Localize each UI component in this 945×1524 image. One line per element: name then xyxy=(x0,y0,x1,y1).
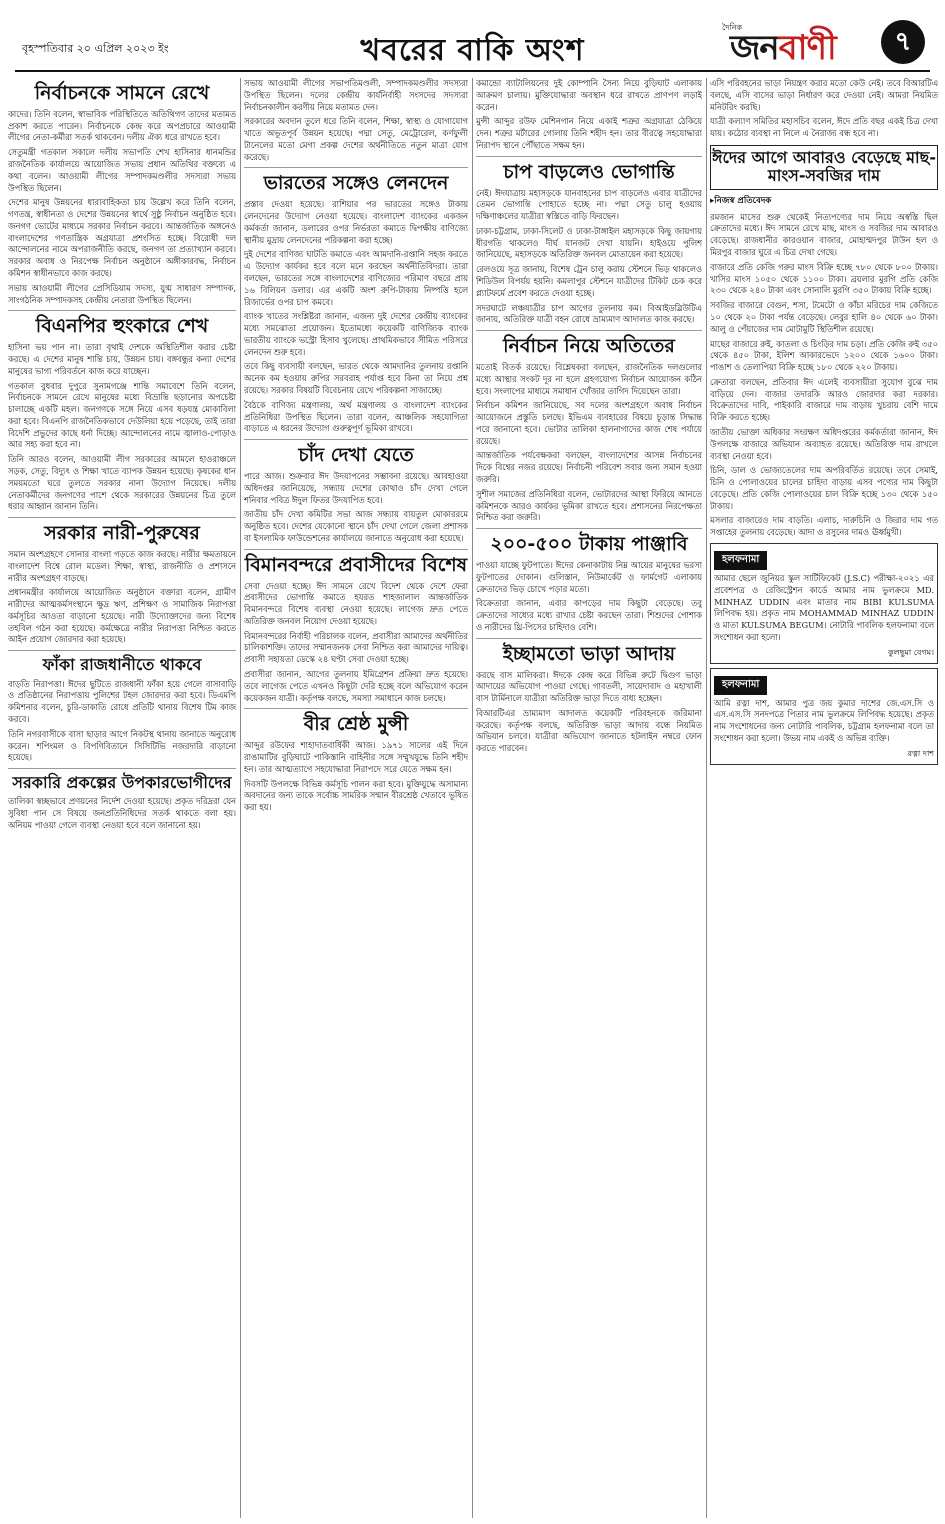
paragraph: আন্তর্জাতিক পর্যবেক্ষকরা বলছেন, বাংলাদেশের আসন্ন নির্বাচনের দিকে বিশ্বের নজর রয়েছে। নির্বাচনী পরিবেশ সবার জন্য সমান হওয়া জরুরি। xyxy=(476,450,702,484)
article-body xyxy=(476,78,702,152)
paragraph: বিমানবন্দরের নির্বাহী পরিচালক বলেন, প্রবাসীরা আমাদের অর্থনীতির চালিকাশক্তি। তাদের সম্মানজনক সেবা নিশ্চিত করা আমাদের দায়িত্ব। প্রবাসী সহায়তা ডেস্কে ২৪ ঘণ্টা সেবা দেওয়া হচ্ছে। xyxy=(244,630,468,665)
logo-part-1: জন xyxy=(730,28,779,68)
article-separator xyxy=(8,650,236,651)
article-body xyxy=(244,471,468,545)
byline: ▸ নিজস্ব প্রতিবেদক xyxy=(710,194,938,208)
article-body xyxy=(476,362,702,524)
headline: নির্বাচনকে সামনে রেখে xyxy=(34,82,210,104)
affidavit-notice xyxy=(710,543,938,664)
headline: ফাঁকা রাজধানীতে থাকবে xyxy=(42,655,202,675)
article-separator xyxy=(476,330,702,331)
article-separator xyxy=(8,310,236,311)
paragraph: মসলার বাজারেও দাম বাড়তি। এলাচ, দারুচিনি ও জিরার দাম গত সপ্তাহের তুলনায় বেড়েছে। আদা ও রসুনের দামও ঊর্ধ্বমুখী। xyxy=(710,515,938,538)
page-header xyxy=(0,0,945,72)
article-separator xyxy=(476,638,702,639)
paragraph: সুশীল সমাজের প্রতিনিধিরা বলেন, ভোটারদের আস্থা ফিরিয়ে আনতে কমিশনকে আরও কার্যকর ভূমিকা রাখতে হবে। প্রশাসনের নিরপেক্ষতা নিশ্চিত করা জরুরি। xyxy=(476,488,702,523)
paragraph: সবজির বাজারে বেগুন, শসা, টমেটো ও কাঁচা মরিচের দাম কেজিতে ১০ থেকে ২০ টাকা পর্যন্ত বেড়েছে। লেবুর হালি ৪০ থেকে ৬০ টাকা। আলু ও পেঁয়াজের দাম মোটামুটি স্থিতিশীল রয়েছে। xyxy=(710,300,938,334)
logo-daily-label: দৈনিক xyxy=(722,23,743,32)
column-4 xyxy=(710,78,938,1518)
notice-title: হলফনামা xyxy=(714,551,767,570)
notice-signoff: রত্না দাশ xyxy=(907,748,934,758)
article-body xyxy=(8,109,236,307)
notice-body: আমার ছেলে জুনিয়র স্কুল সার্টিফিকেট (J.S.C) পরীক্ষা-২০২১ এর প্রবেশপত্র ও রেজিস্ট্রেশন কার্ডে আমার নাম ভুলক্রমে MD. MINHAZ UDDIN এবং মাতার নাম BIBI KULSUMA লিপিবদ্ধ হয়। প্রকৃত নাম MOHAMMAD MINHAZ UDDIN ও মাতা KULSUMA BEGUM। নোটারি পাবলিক হলফনামা বলে সংশোধন করা হলো। xyxy=(714,573,934,642)
article-separator xyxy=(244,708,468,709)
column-2 xyxy=(244,78,468,1518)
article-body xyxy=(244,78,468,163)
paragraph: গতকাল বুধবার দুপুরে সুনামগঞ্জে শান্তি সমাবেশে তিনি বলেন, নির্বাচনকে সামনে রেখে মানুষের মধ্যে বিভ্রান্তি ছড়ানোর অপচেষ্টা চালাচ্ছে একটি মহল। জনগণকে সঙ্গে নিয়ে এসব ষড়যন্ত্র মোকাবিলা করা হবে। বিএনপি রাজনৈতিকভাবে দেউলিয়া হয়ে পড়েছে, তাই তারা বিদেশি প্রভুদের কাছে ধর্না দিচ্ছে। আন্দোলনের নামে জ্বালাও-পোড়াও আর সহ্য করা হবে না। xyxy=(8,380,236,450)
headline: সরকার নারী-পুরুষের xyxy=(44,522,200,545)
paragraph: বাড়তি নিরাপত্তা। ঈদের ছুটিতে রাজধানী ফাঁকা হয়ে গেলে বাসাবাড়ি ও প্রতিষ্ঠানের নিরাপত্তায় পুলিশের টহল জোরদার করা হবে। ডিএমপি কমিশনার বলেন, চুরি-ডাকাতি রোধে প্রতিটি থানায় বিশেষ টিম কাজ করবে। xyxy=(8,678,236,724)
article-body xyxy=(476,188,702,327)
headline: ভারতের সঙ্গেও লেনদেন xyxy=(263,172,449,195)
headline: বিএনপির হুংকারে শেখ xyxy=(35,315,209,338)
paragraph: চিনি, ডাল ও ভোজ্যতেলের দাম অপরিবর্তিত রয়েছে। তবে সেমাই, চিনি ও পোলাওয়ের চালের চাহিদা বাড়ায় এসব পণ্যের দাম কিছুটা বেড়েছে। প্রতি কেজি পোলাওয়ের চাল বিক্রি হচ্ছে ১৩০ থেকে ১৫০ টাকায়। xyxy=(710,465,938,511)
article-separator xyxy=(244,167,468,168)
paragraph: দিবসটি উপলক্ষে বিভিন্ন কর্মসূচি পালন করা হবে। মুক্তিযুদ্ধে অসামান্য অবদানের জন্য তাকে সর্বোচ্চ সামরিক সম্মান বীরশ্রেষ্ঠ খেতাবে ভূষিত করা হয়। xyxy=(244,778,468,813)
column-3 xyxy=(476,78,702,1518)
article-separator xyxy=(476,156,702,157)
notice-body: আমি রত্না দাশ, আমার পুত্র জয় কুমার দাশের জে.এস.সি ও এস.এস.সি সনদপত্রে পিতার নাম ভুলক্রমে লিপিবদ্ধ হয়েছে। প্রকৃত নাম সংশোধনের জন্য নোটারি পাবলিক, চট্টগ্রাম হলফনামা বলে তা সংশোধন করা হলো। উভয় নাম একই ও অভিন্ন ব্যক্তি। xyxy=(714,697,934,744)
page-number-badge: ৭ xyxy=(881,20,925,64)
affidavit-notice xyxy=(710,668,938,765)
article-body xyxy=(8,549,236,646)
headline: সরকারি প্রকল্পের উপকারভোগীদের xyxy=(12,773,232,793)
paragraph: বৈঠকে বাণিজ্য মন্ত্রণালয়, অর্থ মন্ত্রণালয় ও বাংলাদেশ ব্যাংকের প্রতিনিধিরা উপস্থিত ছিলেন। তারা বলেন, আঞ্চলিক সহযোগিতা বাড়াতে এ ধরনের উদ্যোগ গুরুত্বপূর্ণ ভূমিকা রাখবে। xyxy=(244,399,468,434)
paragraph: জাতীয় চাঁদ দেখা কমিটির সভা আজ সন্ধ্যায় বায়তুল মোকাররমে অনুষ্ঠিত হবে। দেশের যেকোনো স্থানে চাঁদ দেখা গেলে জেলা প্রশাসক বা ইসলামিক ফাউন্ডেশনের কার্যালয়ে জানাতে অনুরোধ করা হয়েছে। xyxy=(244,509,468,543)
article-separator xyxy=(8,768,236,769)
column-1 xyxy=(8,78,236,1518)
paragraph: কাদের। তিনি বলেন, স্বাভাবিক পরিস্থিতিতে অতিথিগণ তাদের মতামত প্রকাশ করতে পারেন। নির্বাচনকে কেন্দ্র করে অপপ্রচারে আওয়ামী লীগের নেতা-কর্মীরা সতর্ক থাকবেন। দলীয় ঐক্য ধরে রাখতে হবে। xyxy=(8,108,236,143)
paragraph: যাত্রী কল্যাণ সমিতির মহাসচিব বলেন, ঈদে প্রতি বছর একই চিত্র দেখা যায়। কঠোর ব্যবস্থা না নিলে এ নৈরাজ্য বন্ধ হবে না। xyxy=(710,116,938,139)
paragraph: সমান অংশগ্রহণে সোনার বাংলা গড়তে কাজ করছে। নারীর ক্ষমতায়নে বাংলাদেশ বিশ্বে রোল মডেল। শিক্ষা, স্বাস্থ্য, রাজনীতি ও প্রশাসনে নারীর অংশগ্রহণ বাড়ছে। xyxy=(8,548,236,583)
paragraph: প্রস্তাব দেওয়া হয়েছে। রাশিয়ার পর ভারতের সঙ্গেও টাকায় লেনদেনের উদ্যোগ নেওয়া হয়েছে। বাংলাদেশ ব্যাংকের একজন কর্মকর্তা জানান, ডলারের ওপর নির্ভরতা কমাতে দ্বিপক্ষীয় বাণিজ্যে স্থানীয় মুদ্রায় লেনদেনের পরিকল্পনা করা হচ্ছে। xyxy=(244,199,468,245)
headline: নির্বাচন নিয়ে অতিতের xyxy=(503,335,675,358)
paragraph: বাজারে প্রতি কেজি গরুর মাংস বিক্রি হচ্ছে ৭৮০ থেকে ৮০০ টাকায়। খাসির মাংস ১০৫০ থেকে ১১০০ টাকা। ব্রয়লার মুরগি প্রতি কেজি ২৩০ থেকে ২৪০ টাকা এবং সোনালি মুরগি ৩৫০ টাকায় বিক্রি হচ্ছে। xyxy=(710,261,938,296)
paragraph: ব্যাংক খাতের সংশ্লিষ্টরা জানান, এজন্য দুই দেশের কেন্দ্রীয় ব্যাংকের মধ্যে সমঝোতা প্রয়োজন। ইতোমধ্যে কয়েকটি বাণিজ্যিক ব্যাংক ভারতীয় ব্যাংকে ভস্ট্রো হিসাব খুলেছে। প্রাথমিকভাবে সীমিত পরিসরে লেনদেন শুরু হবে। xyxy=(244,311,468,357)
article-body xyxy=(8,679,236,764)
paragraph: সদরঘাটে লঞ্চযাত্রীর চাপ আগের তুলনায় কম। বিআইডব্লিউটিএ জানায়, অতিরিক্ত যাত্রী বহন রোধে ভ্রাম্যমাণ আদালত কাজ করছে। xyxy=(476,302,702,325)
article-body xyxy=(710,212,938,539)
article-separator xyxy=(244,549,468,550)
article-body xyxy=(710,78,938,140)
logo-part-2: বাণী xyxy=(778,28,836,68)
paragraph: তবে কিছু ব্যবসায়ী বলছেন, ভারত থেকে আমদানির তুলনায় রপ্তানি অনেক কম হওয়ায় রুপির সরবরাহ পর্যাপ্ত হবে কিনা তা নিয়ে প্রশ্ন রয়েছে। সরকার বিষয়টি বিবেচনায় রেখে পরিকল্পনা সাজাচ্ছে। xyxy=(244,361,468,396)
article-body xyxy=(8,796,236,831)
column-divider xyxy=(240,78,241,1518)
paragraph: নেই। ঈদযাত্রায় মহাসড়কে যানবাহনের চাপ বাড়লেও এবার যাত্রীদের তেমন ভোগান্তি পোহাতে হচ্ছে না। পদ্মা সেতু চালু হওয়ায় দক্ষিণাঞ্চলের যাত্রীরা স্বস্তিতে বাড়ি ফিরছেন। xyxy=(476,187,702,222)
article-body xyxy=(8,342,236,513)
paragraph: প্রধানমন্ত্রীর কার্যালয়ে আয়োজিত অনুষ্ঠানে বক্তারা বলেন, গ্রামীণ নারীদের আত্মকর্মসংস্থানে ক্ষুদ্র ঋণ, প্রশিক্ষণ ও সামাজিক নিরাপত্তা কর্মসূচির আওতা বাড়ানো হয়েছে। নারী উদ্যোক্তাদের জন্য বিশেষ তহবিল গঠন করা হয়েছে। কর্মক্ষেত্রে নারীর নিরাপত্তা নিশ্চিত করতে আইন প্রয়োগ জোরদার করা হয়েছে। xyxy=(8,587,236,645)
notice-signoff: কুলছুমা বেগম। xyxy=(888,647,934,657)
paragraph: সভায় আওয়ামী লীগের প্রেসিডিয়াম সদস্য, যুগ্ম সাধারণ সম্পাদক, সাংগঠনিক সম্পাদকসহ কেন্দ্রীয় নেতারা উপস্থিত ছিলেন। xyxy=(8,282,236,305)
paragraph: মুন্সী আব্দুর রউফ মেশিনগান নিয়ে একাই শত্রুর অগ্রযাত্রা ঠেকিয়ে দেন। শত্রুর মর্টারের গোলায় তিনি শহীদ হন। তার বীরত্বে সহযোদ্ধারা নিরাপদ স্থানে পৌঁছাতে সক্ষম হন। xyxy=(476,116,702,150)
article-separator xyxy=(8,517,236,518)
paragraph: পাওয়া যাচ্ছে ফুটপাতে। ঈদের কেনাকাটায় নিম্ন আয়ের মানুষের ভরসা ফুটপাতের দোকান। গুলিস্তান, নিউমার্কেট ও ফার্মগেট এলাকায় ক্রেতাদের ভিড় চোখে পড়ার মতো। xyxy=(476,559,702,594)
paragraph: ঢাকা-চট্টগ্রাম, ঢাকা-সিলেট ও ঢাকা-টাঙ্গাইল মহাসড়কে কিছু জায়গায় ধীরগতি থাকলেও দীর্ঘ যানজট দেখা যায়নি। হাইওয়ে পুলিশ জানিয়েছে, মহাসড়কে অতিরিক্ত জনবল মোতায়েন করা হয়েছে। xyxy=(476,225,702,260)
headline: বীর শ্রেষ্ঠ মুন্সী xyxy=(303,713,409,736)
paragraph: জাতীয় ভোক্তা অধিকার সংরক্ষণ অধিদপ্তরের কর্মকর্তারা জানান, ঈদ উপলক্ষে বাজারে অভিযান অব্যাহত রয়েছে। অতিরিক্ত দাম রাখলে ব্যবস্থা নেওয়া হবে। xyxy=(710,426,938,461)
column-divider xyxy=(706,78,707,1518)
section-title: খবরের বাকি অংশ xyxy=(360,33,585,68)
paragraph: করছে বাস মালিকরা। ঈদকে কেন্দ্র করে বিভিন্ন রুটে দ্বিগুণ ভাড়া আদায়ের অভিযোগ পাওয়া গেছে। গাবতলী, সায়েদাবাদ ও মহাখালী বাস টার্মিনালে যাত্রীরা অতিরিক্ত ভাড়া দিতে বাধ্য হচ্ছেন। xyxy=(476,669,702,704)
paragraph: মাছের বাজারে রুই, কাতলা ও চিংড়ির দাম চড়া। প্রতি কেজি রুই ৩৫০ থেকে ৪৫০ টাকা, ইলিশ আকারভেদে ১২০০ থেকে ১৬০০ টাকা। পাঙাশ ও তেলাপিয়া বিক্রি হচ্ছে ১৮০ থেকে ২২০ টাকায়। xyxy=(710,338,938,373)
paragraph: প্রবাসীরা জানান, আগের তুলনায় ইমিগ্রেশন প্রক্রিয়া দ্রুত হয়েছে। তবে লাগেজ পেতে এখনও কিছুটা দেরি হচ্ছে বলে অভিযোগ করেন কয়েকজন যাত্রী। কর্তৃপক্ষ বলছে, সমস্যা সমাধানে কাজ চলছে। xyxy=(244,669,468,703)
headline: ২০০-৫০০ টাকায় পাঞ্জাবি xyxy=(490,533,688,556)
paragraph: এসি পরিবহনের ভাড়া নিয়ন্ত্রণ করার মতো কেউ নেই। তবে বিআরটিএ বলছে, এসি বাসের ভাড়া নির্ধারণ করে দেওয়া নেই। আমরা নিয়মিত মনিটরিং করছি। xyxy=(710,78,938,112)
paragraph: আব্দুর রউফের শাহাদাতবার্ষিকী আজ। ১৯৭১ সালের এই দিনে রাঙামাটির বুড়িঘাটে পাকিস্তানি বাহিনীর সঙ্গে সম্মুখযুদ্ধে তিনি শহীদ হন। তার আত্মত্যাগে সহযোদ্ধারা নিরাপদে সরে যেতে সক্ষম হন। xyxy=(244,740,468,774)
paragraph: সেতুমন্ত্রী গতকাল সকালে দলীয় সভাপতি শেখ হাসিনার ধানমন্ডির রাজনৈতিক কার্যালয়ে আয়োজিত সভায় প্রধান অতিথির বক্তব্যে এ কথা বলেন। আওয়ামী লীগের সম্পাদকমণ্ডলীর সদস্যরা সভায় উপস্থিত ছিলেন। xyxy=(8,147,236,193)
header-rule xyxy=(15,70,930,72)
paragraph: মতোই বিতর্ক রয়েছে। বিশ্লেষকরা বলছেন, রাজনৈতিক দলগুলোর মধ্যে আস্থার সংকট দূর না হলে গ্রহণযোগ্য নির্বাচন আয়োজন কঠিন হবে। সংলাপের মাধ্যমে সমাধান খোঁজার তাগিদ দিয়েছেন তারা। xyxy=(476,361,702,396)
paragraph: দুই দেশের বাণিজ্য ঘাটতি কমাতে এবং আমদানি-রপ্তানি সহজ করতে এ উদ্যোগ কার্যকর হবে বলে মনে করছেন অর্থনীতিবিদরা। তারা বলছেন, ভারতের সঙ্গে বাংলাদেশের বাণিজ্যের পরিমাণ বছরে প্রায় ১৬ বিলিয়ন ডলার। এর একটি অংশ রুপি-টাকায় নিষ্পত্তি হলে রিজার্ভের ওপর চাপ কমবে। xyxy=(244,249,468,307)
column-divider xyxy=(472,78,473,1518)
paragraph: সভায় আওয়ামী লীগের সভাপতিমণ্ডলী, সম্পাদকমণ্ডলীর সদস্যরা উপস্থিত ছিলেন। দলের কেন্দ্রীয় কার্যনির্বাহী সংসদের সদস্যরা নির্বাচনকালীন করণীয় নিয়ে মতামত দেন। xyxy=(244,78,468,112)
notice-title: হলফনামা xyxy=(714,676,767,695)
paragraph: সরকারের অবদান তুলে ধরে তিনি বলেন, শিক্ষা, স্বাস্থ্য ও যোগাযোগ খাতে অভূতপূর্ব উন্নয়ন হয়েছে। পদ্মা সেতু, মেট্রোরেল, কর্ণফুলী টানেলের মতো মেগা প্রকল্প দেশের অর্থনীতিতে নতুন মাত্রা যোগ করেছে। xyxy=(244,116,468,162)
headline: চাপ বাড়লেও ভোগান্তি xyxy=(503,160,675,183)
paragraph: তিনি নগরবাসীকে বাসা ছাড়ার আগে নিকটস্থ থানায় জানাতে অনুরোধ করেন। শপিংমল ও বিপণিবিতানে সিসিটিভি নজরদারি বাড়ানো হয়েছে। xyxy=(8,728,236,763)
paragraph: হাসিনা ভয় পান না। তারা বৃথাই দেশকে অস্থিতিশীল করার চেষ্টা করছে। এ দেশের মানুষ শান্তি চায়, উন্নয়ন চায়। বঙ্গবন্ধুর কন্যা দেশের মানুষের ভাগ্য পরিবর্তনে কাজ করে যাচ্ছেন। xyxy=(8,342,236,376)
article-separator xyxy=(244,439,468,440)
headline: চাঁদ দেখা যেতে xyxy=(298,444,414,467)
paragraph: তালিকা স্বচ্ছভাবে প্রণয়নের নির্দেশ দেওয়া হয়েছে। প্রকৃত দরিদ্ররা যেন সুবিধা পান সে বিষয়ে জনপ্রতিনিধিদের সতর্ক থাকতে বলা হয়। অনিয়ম পাওয়া গেলে ব্যবস্থা নেওয়া হবে বলে জানানো হয়। xyxy=(8,796,236,831)
paragraph: কমান্ডো ব্যাটালিয়নের দুই কোম্পানি সৈন্য নিয়ে বুড়িঘাট এলাকায় আক্রমণ চালায়। মুক্তিযোদ্ধারা অবস্থান ধরে রাখতে প্রাণপণ লড়াই করেন। xyxy=(476,78,702,112)
headline: বিমানবন্দরে প্রবাসীদের বিশেষ xyxy=(244,553,468,576)
paragraph: পারে আজ। শুক্রবার ঈদ উদযাপনের সম্ভাবনা রয়েছে। আবহাওয়া অধিদপ্তর জানিয়েছে, সন্ধ্যায় দেশের কোথাও চাঁদ দেখা গেলে শনিবার পবিত্র ঈদুল ফিতর উদযাপিত হবে। xyxy=(244,471,468,505)
article-body xyxy=(476,560,702,634)
article-body xyxy=(244,199,468,435)
headline: ঈদের আগে আবারও বেড়েছে মাছ-মাংস-সবজির দাম xyxy=(710,145,938,190)
paragraph: সেবা দেওয়া হচ্ছে। ঈদ সামনে রেখে বিদেশ থেকে দেশে ফেরা প্রবাসীদের ভোগান্তি কমাতে হযরত শাহজালাল আন্তর্জাতিক বিমানবন্দরে বিশেষ ব্যবস্থা নেওয়া হয়েছে। লাগেজ দ্রুত পেতে অতিরিক্ত জনবল নিয়োগ দেওয়া হয়েছে। xyxy=(244,580,468,626)
paragraph: বিক্রেতারা জানান, এবার কাপড়ের দাম কিছুটা বেড়েছে। তবু ক্রেতাদের সাধ্যের মধ্যে রাখার চেষ্টা করছেন তারা। শিশুদের পোশাক ও নারীদের থ্রি-পিসের চাহিদাও বেশি। xyxy=(476,598,702,632)
article-separator xyxy=(476,528,702,529)
article-body xyxy=(244,740,468,814)
issue-date: বৃহস্পতিবার ২০ এপ্রিল ২০২৩ ইং xyxy=(22,42,169,55)
paragraph: রেলওয়ে সূত্র জানায়, বিশেষ ট্রেন চালু করায় স্টেশনে ভিড় থাকলেও শিডিউল বিপর্যয় হয়নি। কমলাপুর স্টেশনে যাত্রীদের টিকিট চেক করে প্ল্যাটফর্মে প্রবেশ করতে দেওয়া হচ্ছে। xyxy=(476,264,702,298)
paragraph: তিনি আরও বলেন, আওয়ামী লীগ সরকারের আমলে হাওরাঞ্চলে সড়ক, সেতু, বিদ্যুৎ ও শিক্ষা খাতে ব্যাপক উন্নয়ন হয়েছে। কৃষকের ধান সময়মতো ঘরে তুলতে সরকার নানা উদ্যোগ নিয়েছে। দলীয় নেতাকর্মীদের জনগণের পাশে থেকে সরকারের উন্নয়নের চিত্র তুলে ধরার আহ্বান জানান তিনি। xyxy=(8,454,236,512)
paragraph: ক্রেতারা বলছেন, প্রতিবার ঈদ এলেই ব্যবসায়ীরা সুযোগ বুঝে দাম বাড়িয়ে দেন। বাজার তদারকি আরও জোরদার করা দরকার। বিক্রেতাদের দাবি, পাইকারি বাজারে দাম বাড়ায় খুচরায় বেশি দামে বিক্রি করতে হচ্ছে। xyxy=(710,376,938,423)
paragraph: রমজান মাসের শুরু থেকেই নিত্যপণ্যের দাম নিয়ে অস্বস্তি ছিল ক্রেতাদের মধ্যে। ঈদ সামনে রেখে মাছ, মাংস ও সবজির দাম আবারও বেড়েছে। রাজধানীর কারওয়ান বাজার, মোহাম্মদপুর টাউন হল ও মিরপুর বাজার ঘুরে এ চিত্র দেখা গেছে। xyxy=(710,211,938,258)
paragraph: নির্বাচন কমিশন জানিয়েছে, সব দলের অংশগ্রহণে অবাধ নির্বাচন আয়োজনে প্রস্তুতি চলছে। ইভিএম ব্যবহারের বিষয়ে চূড়ান্ত সিদ্ধান্ত পরে জানানো হবে। ভোটার তালিকা হালনাগাদের কাজ শেষ পর্যায়ে রয়েছে। xyxy=(476,400,702,446)
article-body xyxy=(244,581,468,705)
newspaper-logo xyxy=(720,16,925,66)
headline: ইচ্ছামতো ভাড়া আদায় xyxy=(502,642,676,665)
article-body xyxy=(476,670,702,755)
paragraph: দেশের মানুষ উন্নয়নের ধারাবাহিকতা চায় উল্লেখ করে তিনি বলেন, গণতন্ত্র, স্বাধীনতা ও দেশের উন্নয়নের স্বার্থে সুষ্ঠু নির্বাচন অনুষ্ঠিত হবে। জনগণ ভোটের মাধ্যমে সরকার নির্বাচন করবে। আন্তর্জাতিক অঙ্গনেও বাংলাদেশের গণতান্ত্রিক অগ্রযাত্রা প্রশংসিত হচ্ছে। বিরোধী দল আন্দোলনের নামে অপরাজনীতি করছে, জনগণ তা প্রত্যাখ্যান করবে। সরকার অবাধ ও নিরপেক্ষ নির্বাচন অনুষ্ঠানে অঙ্গীকারবদ্ধ, নির্বাচন কমিশন স্বাধীনভাবে কাজ করছে। xyxy=(8,197,236,278)
paragraph: বিআরটিএর ভ্রাম্যমাণ আদালত কয়েকটি পরিবহনকে জরিমানা করেছে। কর্তৃপক্ষ বলছে, অতিরিক্ত ভাড়া আদায় বন্ধে নিয়মিত অভিযান চলবে। যাত্রীরা অভিযোগ জানাতে হটলাইন নম্বরে ফোন করতে পারবেন। xyxy=(476,707,702,754)
